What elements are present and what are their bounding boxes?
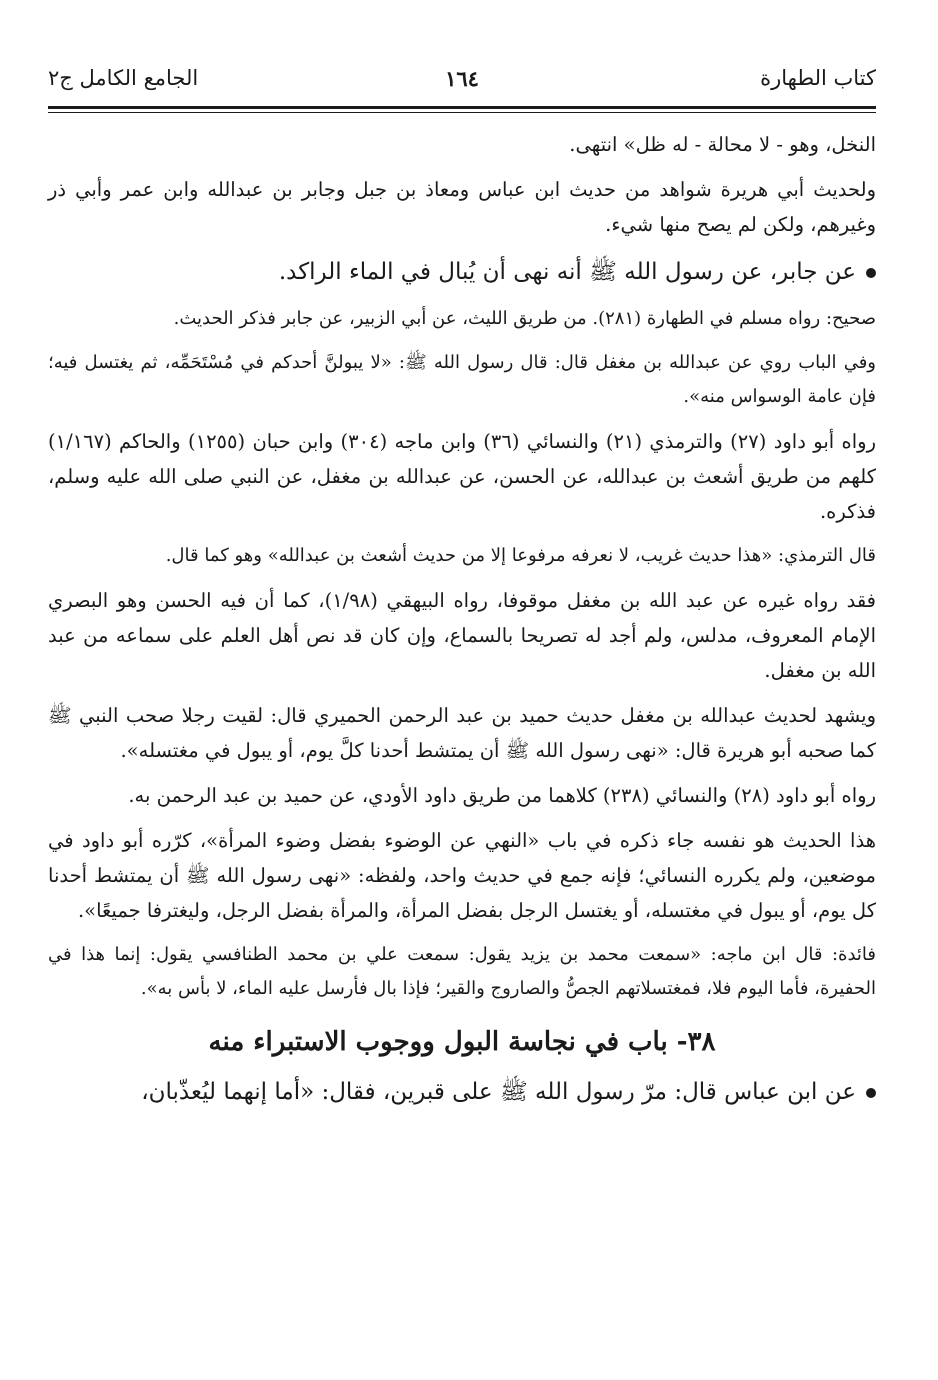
paragraph: ولحديث أبي هريرة شواهد من حديث ابن عباس ومعاذ بن جبل وجابر بن عبدالله وابن عمر وأبي ذر وغيرهم، ولكن لم يصح منها شيء.	[48, 178, 876, 236]
paragraph: فقد رواه غيره عن عبد الله بن مغفل موقوفا، رواه البيهقي (١/٩٨)، كما أن فيه الحسن وهو البصري الإمام المعروف، مدلس، ولم أجد له تصريحا بالسماع، وإن كان قد نص أهل العلم على سماعه من عبد الله بن مغفل.	[48, 589, 877, 682]
paragraph: رواه أبو داود (٢٧) والترمذي (٢١) والنسائي (٣٦) وابن ماجه (٣٠٤) وابن حبان (١٢٥٥) والحاكم (١/١٦٧) كلهم من طريق أشعث بن عبدالله، عن الحسن، عن عبدالله بن مغفل، عن النبي صلى الله عليه وسلم، فذكره.	[48, 430, 877, 523]
chapter-heading: ٣٨- باب في نجاسة البول ووجوب الاستبراء منه	[208, 1027, 716, 1057]
book-page	[48, 60, 876, 1122]
hadith-text	[48, 1072, 876, 1112]
page-header	[48, 60, 876, 104]
header-rule-thick	[48, 106, 876, 109]
hadith-body: عن جابر، عن رسول الله ﷺ أنه نهى أن يُبال في الماء الراكد.	[278, 259, 856, 285]
paragraph: صحيح: رواه مسلم في الطهارة (٢٨١). من طريق الليث، عن أبي الزبير، عن جابر فذكر الحديث.	[173, 308, 876, 329]
paragraph: وفي الباب روي عن عبدالله بن مغفل قال: قال رسول الله ﷺ: «لا يبولنَّ أحدكم في مُسْتَحَمِّه، ثم يغتسل فيه؛ فإن عامة الوسواس منه».	[48, 352, 876, 407]
paragraph: رواه أبو داود (٢٨) والنسائي (٢٣٨) كلاهما من طريق داود الأودي، عن حميد بن عبد الرحمن به.	[128, 784, 876, 807]
hadith-body: عن ابن عباس قال: مرّ رسول الله ﷺ على قبرين، فقال: «أما إنهما ليُعذّبان،	[141, 1079, 856, 1105]
bullet-icon	[866, 268, 876, 278]
paragraph: ويشهد لحديث عبدالله بن مغفل حديث حميد بن عبد الرحمن الحميري قال: لقيت رجلا صحب النبي ﷺ كما صحبه أبو هريرة قال: «نهى رسول الله ﷺ أن يمتشط أحدنا كلَّ يوم، أو يبول في مغتسله».	[48, 704, 876, 762]
paragraph: قال الترمذي: «هذا حديث غريب، لا نعرفه مرفوعا إلا من حديث أشعث بن عبدالله» وهو كما قال.	[165, 545, 876, 566]
bullet-icon	[866, 1088, 876, 1098]
paragraph: فائدة: قال ابن ماجه: «سمعت محمد بن يزيد يقول: سمعت علي بن محمد الطنافسي يقول: إنما هذا في الحفيرة، فأما اليوم فلا، فمغتسلاتهم الجصُّ والصاروج والقير؛ فإذا بال فأرسل عليه الماء، لا بأس به».	[48, 944, 877, 999]
paragraph: هذا الحديث هو نفسه جاء ذكره في باب «النهي عن الوضوء بفضل وضوء المرأة»، كرّره أبو داود في موضعين، ولم يكرره النسائي؛ فإنه جمع في حديث واحد، ولفظه: «نهى رسول الله ﷺ أن يمتشط أحدنا كل يوم، أو يبول في مغتسله، أو يغتسل الرجل بفضل المرأة، والمرأة بفضل الرجل، وليغترفا جميعًا».	[48, 829, 876, 922]
page-number: ١٦٤	[445, 66, 479, 91]
hadith-text	[48, 252, 876, 292]
volume-title: الجامع الكامل ج٢	[48, 66, 199, 90]
book-title: كتاب الطهارة	[760, 66, 876, 90]
paragraph: النخل، وهو - لا محالة - له ظل» انتهى.	[569, 133, 876, 156]
header-rule-thin	[48, 112, 876, 113]
